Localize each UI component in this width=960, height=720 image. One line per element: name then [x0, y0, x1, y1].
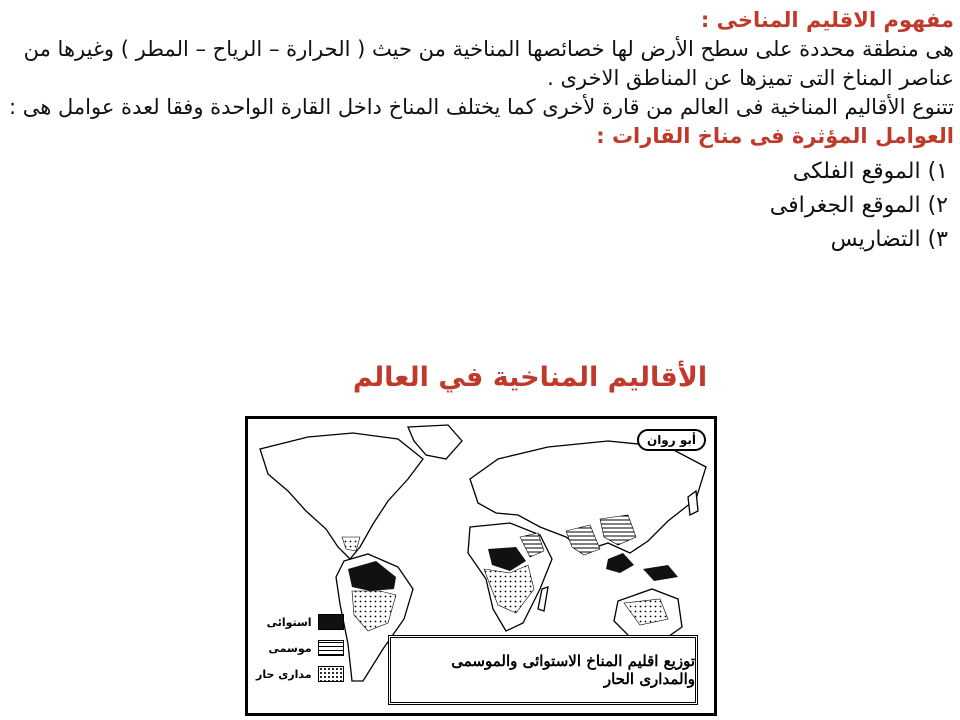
concept-heading: مفهوم الاقليم المناخى : [700, 8, 954, 32]
map-title: الأقاليم المناخية في العالم [352, 362, 708, 393]
legend-label: مدارى حار [256, 667, 312, 681]
legend-item-monsoon [256, 635, 344, 661]
legend-label: استوائى [266, 615, 312, 629]
definition-paragraph: هى منطقة محددة على سطح الأرض لها خصائصها المناخية من حيث ( الحرارة – الرياح – المطر ) وغيرها من عناصر المناخ التى تميزها عن المناطق الاخرى . [23, 37, 954, 90]
legend-label: موسمى [268, 641, 312, 655]
author-badge: أبو روان [637, 429, 706, 451]
factors-heading: العوامل المؤثرة فى مناخ القارات : [596, 124, 954, 148]
factors-list [6, 155, 954, 257]
world-climate-map [245, 416, 717, 716]
map-caption: توزيع اقليم المناخ الاستوائى والموسمى والمدارى الحار [388, 635, 698, 705]
legend-item-equatorial [256, 609, 344, 635]
legend-item-tropical [256, 661, 344, 687]
monsoon-swatch [318, 640, 344, 656]
map-legend [256, 609, 344, 687]
factor-item: ١) الموقع الفلكى [792, 159, 948, 184]
tropical-swatch [318, 666, 344, 682]
factor-item: ٢) الموقع الجغرافى [769, 193, 948, 218]
variation-paragraph: تتنوع الأقاليم المناخية فى العالم من قارة لأخرى كما يختلف المناخ داخل القارة الواحدة وفقا لعدة عوامل هى : [9, 95, 954, 119]
factor-item: ٣) التضاريس [830, 227, 948, 252]
lesson-text [6, 6, 954, 257]
equatorial-swatch [318, 614, 344, 630]
